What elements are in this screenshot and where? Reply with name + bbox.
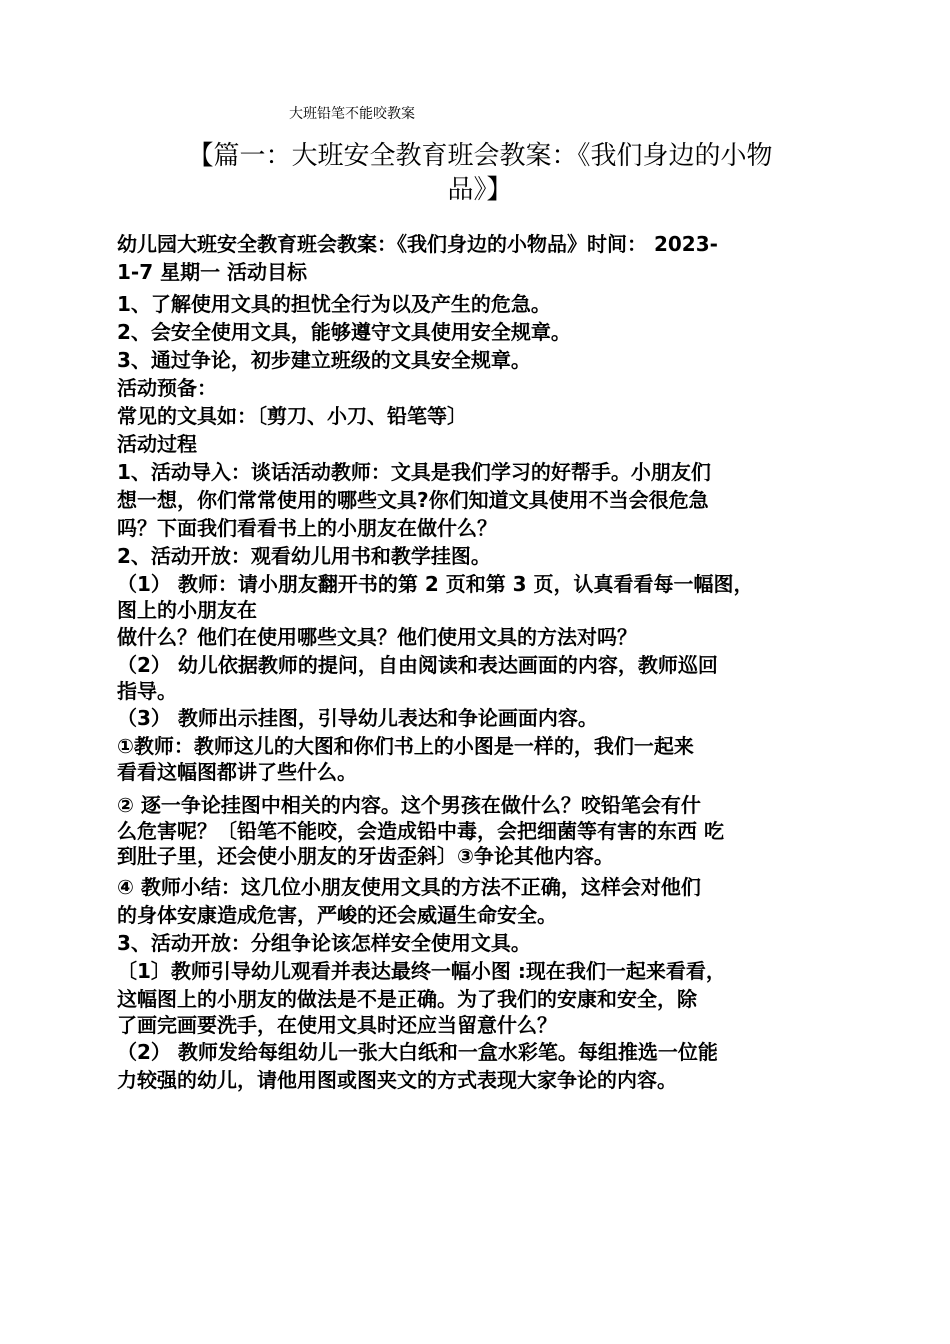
body-line-28: 这幅图上的小朋友的做法是不是正确。为了我们的安康和安全，除: [117, 987, 697, 1011]
body-line-20: 看看这幅图都讲了些什么。: [117, 760, 357, 784]
body-line-27: 〔1〕教师引导幼儿观看并表达最终一幅小图 :现在我们一起来看看，: [117, 959, 726, 983]
body-line-1: 幼儿园大班安全教育班会教案：《我们身边的小物品》时间： 2023-: [117, 232, 718, 256]
body-line-16: （2） 幼儿依据教师的提问，自由阅读和表达画面的内容，教师巡回: [117, 653, 718, 677]
body-line-13: （1） 教师：请小朋友翻开书的第 2 页和第 3 页，认真看看每一幅图，: [117, 572, 754, 596]
document-body: [117, 230, 857, 1094]
body-line-14: 图上的小朋友在: [117, 598, 257, 622]
body-line-3: 1、了解使用文具的担忧全行为以及产生的危急。: [117, 292, 551, 316]
body-line-11: 吗？下面我们看看书上的小朋友在做什么？: [117, 516, 497, 540]
body-line-29: 了画完画要洗手，在使用文具时还应当留意什么？: [117, 1013, 557, 1037]
body-line-2: 1-7 星期一 活动目标: [117, 260, 308, 284]
body-line-7: 常见的文具如：〔剪刀、小刀、铅笔等〕: [117, 404, 467, 428]
body-line-8: 活动过程: [117, 432, 197, 456]
body-line-17: 指导。: [117, 679, 177, 703]
body-line-26: 3、活动开放：分组争论该怎样安全使用文具。: [117, 931, 531, 955]
body-line-6: 活动预备：: [117, 376, 217, 400]
body-line-15: 做什么？他们在使用哪些文具？他们使用文具的方法对吗？: [117, 625, 637, 649]
body-line-5: 3、通过争论，初步建立班级的文具安全规章。: [117, 348, 531, 372]
document-title-line-2: 品》】: [447, 175, 513, 205]
body-line-22: 么危害呢？〔铅笔不能咬，会造成铅中毒，会把细菌等有害的东西 吃: [117, 819, 724, 843]
body-line-30: （2） 教师发给每组幼儿一张大白纸和一盒水彩笔。每组推选一位能: [117, 1040, 718, 1064]
body-line-10: 想一想，你们常常使用的哪些文具?你们知道文具使用不当会很危急: [117, 488, 709, 512]
body-line-19: ①教师：教师这儿的大图和你们书上的小图是一样的，我们一起来: [117, 734, 694, 758]
body-line-18: （3） 教师出示挂图，引导幼儿表达和争论画面内容。: [117, 706, 598, 730]
document-title-line-1: 【篇一：大班安全教育班会教案：《我们身边的小物: [187, 141, 773, 171]
body-line-31: 力较强的幼儿，请他用图或图夹文的方式表现大家争论的内容。: [117, 1068, 677, 1092]
body-line-9: 1、活动导入：谈话活动教师：文具是我们学习的好帮手。小朋友们: [117, 460, 711, 484]
document-title: [130, 139, 830, 207]
body-line-23: 到肚子里，还会使小朋友的牙齿歪斜〕③争论其他内容。: [117, 844, 614, 868]
body-line-4: 2、会安全使用文具，能够遵守文具使用安全规章。: [117, 320, 571, 344]
body-line-12: 2、活动开放：观看幼儿用书和教学挂图。: [117, 544, 491, 568]
page-header: 大班铅笔不能咬教案: [289, 106, 415, 122]
body-line-21: ② 逐一争论挂图中相关的内容。这个男孩在做什么？咬铅笔会有什: [117, 793, 701, 817]
body-line-24: ④ 教师小结：这几位小朋友使用文具的方法不正确，这样会对他们: [117, 875, 701, 899]
body-line-25: 的身体安康造成危害，严峻的还会威逼生命安全。: [117, 903, 557, 927]
